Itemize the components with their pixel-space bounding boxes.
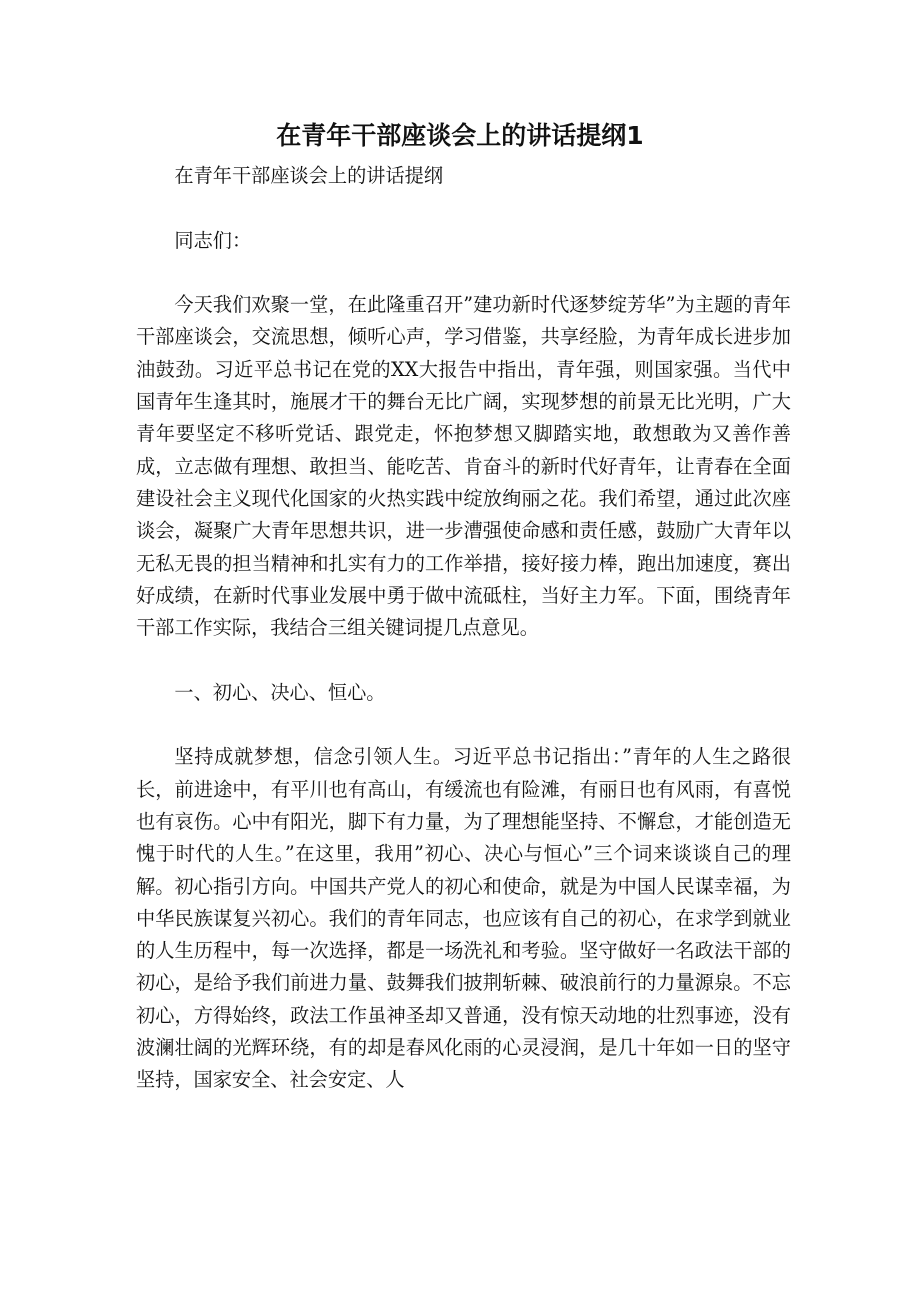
document-title: 在青年干部座谈会上的讲话提纲1 (276, 121, 644, 150)
greeting: 同志们： (174, 228, 252, 252)
document-subtitle: 在青年干部座谈会上的讲话提纲 (174, 164, 444, 187)
section-heading-1: 一、初心、决心、恒心。 (174, 680, 386, 704)
paragraph-opening: 今天我们欢聚一堂，在此隆重召开”建功新时代逐梦绽芳华”为主题的青年干部座谈会，交流思想，倾听心声，学习借鉴，共享经脸，为青年成长进步加油鼓劲。习近平总书记在党的XX大报告中指出，青年强，则国家强。当代中国青年生逢其时，施展才干的舞台无比广阔，实现梦想的前景无比光明，广大青年要坚定不移听党话、跟党走，怀抱梦想又脚踏实地，敢想敢为又善作善成，立志做有理想、敢担当、能吃苦、肯奋斗的新时代好青年，让青春在全面建设社会主义现代化国家的火热实践中绽放绚丽之花。我们希望，通过此次座谈会，凝聚广大青年思想共识，进一步漕强使命感和责任感，鼓励广大青年以无私无畏的担当精神和扎实有力的工作举措，接好接力棒，跑出加速度，赛出好成绩，在新时代事业发展中勇于做中流砥柱，当好主力军。下面，围绕青年干部工作实际，我结合三组关键词提几点意见。 (136, 293, 791, 640)
document-body (136, 160, 791, 1129)
paragraph-section-1: 坚持成就梦想，信念引领人生。习近平总书记指出：”青年的人生之路很长，前进途中，有平川也有高山，有缓流也有险滩，有丽日也有风雨，有喜悦也有哀伤。心中有阳光，脚下有力量，为了理想能坚持、不懈怠，才能创造无愧于时代的人生。”在这里，我用”初心、决心与恒心”三个词来谈谈自己的理解。初心指引方向。中国共产党人的初心和使命，就是为中国人民谋幸福，为中华民族谋复兴初心。我们的青年同志，也应该有自己的初心，在求学到就业的人生历程中，每一次选择，都是一场洗礼和考验。坚守做好一名政法干部的初心，是给予我们前进力量、鼓舞我们披荆斩棘、破浪前行的力量源泉。不忘初心，方得始终，政法工作虽神圣却又普通，没有惊天动地的壮烈事迹，没有波澜壮阔的光辉环绕，有的却是春风化雨的心灵浸润，是几十年如一日的坚守坚持，国家安全、社会安定、人 (136, 745, 791, 1092)
